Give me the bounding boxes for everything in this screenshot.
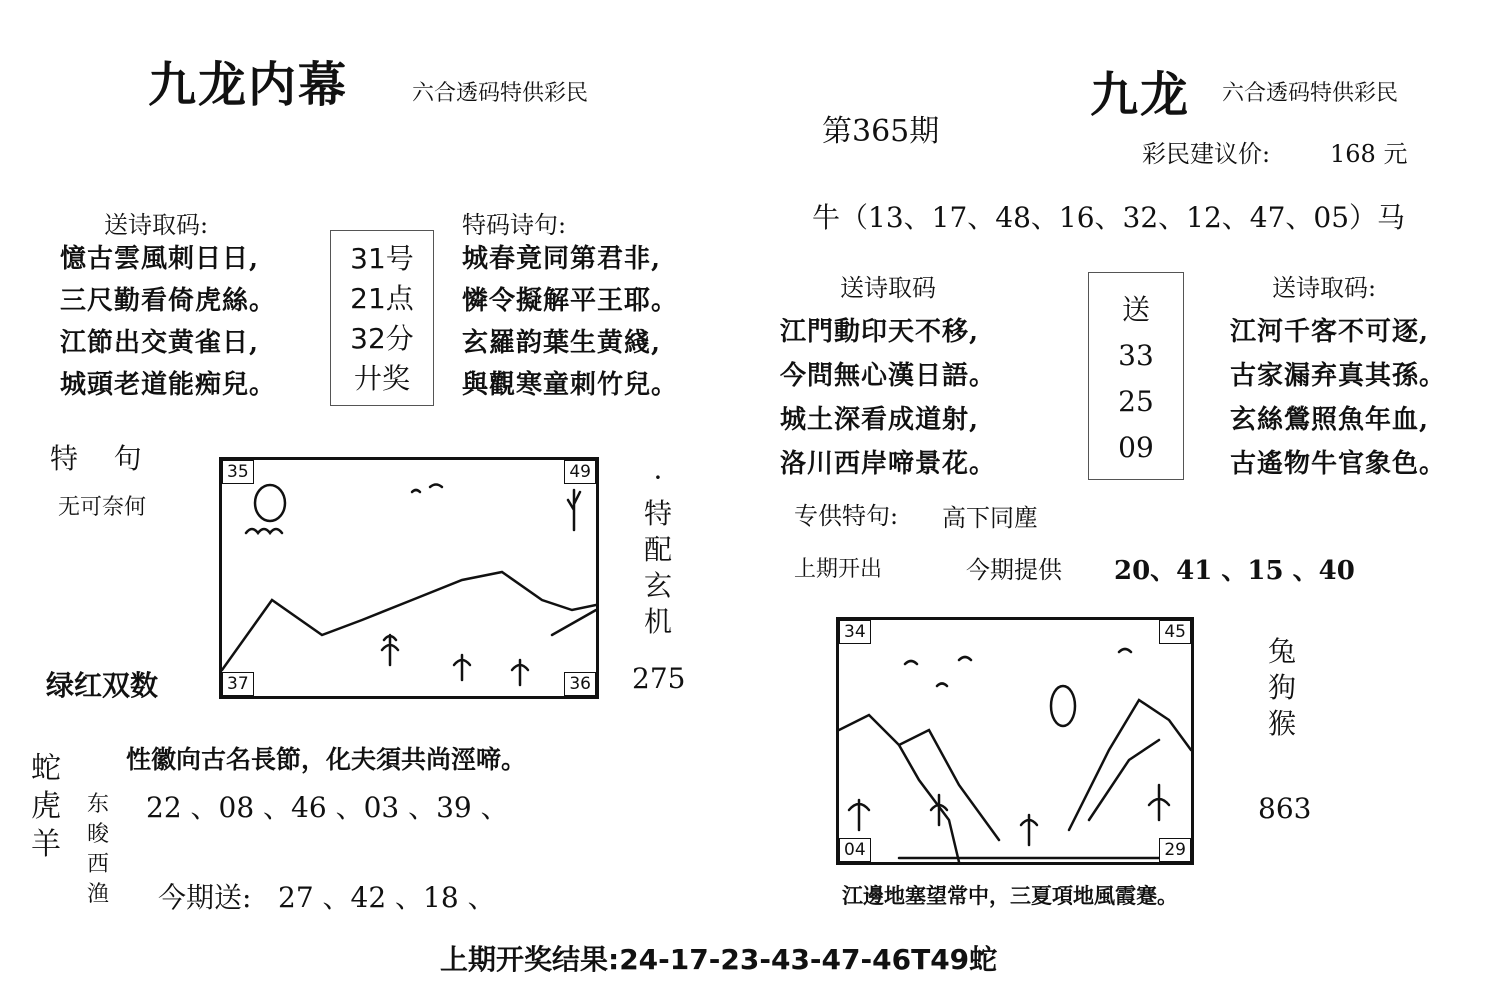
corner-top-left: 35	[222, 460, 254, 484]
right-side-number: 863	[1258, 792, 1312, 825]
mountains-icon	[1069, 700, 1191, 830]
special-phrase: 无可奈何	[58, 495, 147, 520]
poem-line: 與觀寒童刺竹兒。	[462, 370, 679, 400]
corner-top-right: 49	[564, 460, 596, 484]
corner-top-right: 45	[1159, 620, 1191, 644]
vertical-char: 猴	[1267, 707, 1296, 740]
send-box	[1088, 272, 1184, 480]
poem-line: 古家漏弃真其孫。	[1230, 361, 1447, 391]
zodiac-char: 羊	[31, 827, 61, 862]
corner-top-left: 34	[839, 620, 871, 644]
left-poem1	[60, 238, 276, 406]
price-value: 168 元	[1330, 140, 1408, 168]
left-side-number: 275	[632, 662, 686, 695]
plant-icon	[512, 660, 528, 685]
left-subtitle: 六合透码特供彩民	[412, 81, 589, 106]
send-box-line: 25	[1118, 385, 1154, 418]
landscape-drawing	[222, 460, 596, 696]
right-poem1-heading: 送诗取码	[840, 274, 936, 302]
corner-bottom-left: 04	[839, 838, 871, 862]
poem-line: 今問無心漢日語。	[780, 361, 997, 391]
right-poem2-heading: 送诗取码:	[1272, 274, 1377, 302]
left-title: 九龙内幕	[148, 57, 349, 113]
plant-icon	[454, 655, 470, 680]
result-label: 上期开奖结果:	[440, 943, 620, 976]
poem-line: 江河千客不可逐,	[1230, 317, 1430, 347]
direction-char: 晙	[86, 822, 109, 847]
hint-line: 21点	[350, 282, 414, 315]
left-hint-box	[330, 230, 434, 406]
corner-bottom-right: 36	[564, 672, 596, 696]
hint-line: 31号	[350, 242, 414, 275]
result-line	[440, 938, 997, 978]
zodiac-char: 蛇	[31, 751, 61, 786]
last-label: 上期开出	[794, 557, 883, 582]
birds-icon	[412, 485, 442, 493]
direction-char: 东	[86, 792, 109, 817]
vertical-char: 配	[643, 533, 672, 566]
offer-label: 今期提供	[966, 556, 1062, 584]
numbers-line: 22 、08 、46 、03 、39 、	[146, 791, 509, 824]
poem-line: 洛川西岸啼景花。	[780, 449, 997, 479]
plant-icon	[1021, 815, 1037, 845]
vertical-char: 特	[643, 497, 672, 530]
left-poem2-heading: 特码诗句:	[462, 211, 567, 239]
right-title: 九龙	[1090, 67, 1191, 123]
send-numbers: 27 、42 、18 、	[278, 881, 496, 914]
left-landscape-picture	[219, 457, 599, 699]
sun-icon	[255, 485, 285, 521]
direction-vertical	[82, 790, 114, 910]
vertical-char: 狗	[1267, 671, 1296, 704]
poem-line: 江節出交黄雀日,	[60, 328, 260, 358]
direction-char: 渔	[86, 882, 109, 907]
right-landscape-picture	[836, 617, 1194, 865]
price-label: 彩民建议价:	[1142, 140, 1271, 168]
send-label: 今期送:	[158, 881, 252, 914]
ox-horse-line: 牛（13、17、48、16、32、12、47、05）马	[812, 201, 1406, 234]
vertical-char: 机	[643, 605, 672, 638]
mountains-icon	[222, 572, 596, 670]
offer-numbers: 20、41 、15 、40	[1114, 556, 1355, 586]
plant-icon	[849, 800, 869, 830]
special-phrase-label: 特 句	[50, 442, 142, 475]
poem-line: 三尺勤看倚虎絲。	[60, 286, 277, 316]
poem-line: 玄絲鶯照魚年血,	[1230, 405, 1430, 435]
tree-icon	[568, 490, 580, 530]
poem-line: 城頭老道能痴兒。	[60, 370, 277, 400]
right-poem1	[780, 310, 996, 486]
right-subtitle: 六合透码特供彩民	[1222, 81, 1399, 106]
poem-line: 憶古雲風刺日日,	[60, 244, 260, 274]
grass-icon	[246, 529, 282, 533]
send-box-line: 送	[1121, 293, 1150, 326]
vertical-char: 玄	[643, 569, 672, 602]
poem-line: 憐令擬解平王耶。	[462, 286, 679, 316]
color-hint: 绿红双数	[46, 669, 159, 702]
zodiac-char: 虎	[31, 789, 61, 824]
poem-line: 玄羅韵葉生黄綫,	[462, 328, 662, 358]
send-box-line: 09	[1118, 431, 1154, 464]
moon-icon	[1051, 686, 1075, 726]
poem-line: 古遙物牛官象色。	[1230, 449, 1447, 479]
result-value: 24-17-23-43-47-46T49蛇	[619, 943, 998, 976]
poem-line: 江門動印天不移,	[780, 317, 980, 347]
vertical-char: ·	[653, 461, 663, 494]
zodiac-vertical	[28, 750, 64, 864]
left-poem1-heading: 送诗取码:	[104, 211, 209, 239]
left-poem2	[462, 238, 678, 406]
right-poem2	[1230, 310, 1446, 486]
special-value: 高下同塵	[942, 504, 1038, 532]
birds-icon	[905, 649, 1131, 686]
hint-line: 32分	[350, 322, 414, 355]
corner-bottom-right: 29	[1159, 838, 1191, 862]
hint-line: 廾奖	[353, 362, 410, 395]
landscape-drawing	[839, 620, 1191, 862]
poem-line: 城春竟同第君非,	[462, 244, 662, 274]
send-box-line: 33	[1118, 339, 1154, 372]
left-side-vertical	[638, 460, 678, 640]
right-caption: 江邊地塞望常中，三夏項地風霞蹇。	[842, 883, 1178, 908]
special-label: 专供特句:	[794, 502, 899, 530]
corner-bottom-left: 37	[222, 672, 254, 696]
vertical-char: 兔	[1267, 635, 1296, 668]
right-side-vertical	[1262, 634, 1302, 742]
plant-icon	[382, 635, 398, 665]
direction-char: 西	[86, 852, 109, 877]
poem-line: 城土深看成道射,	[780, 405, 980, 435]
left-verse: 性徽向古名長節，化夫須共尚涇啼。	[126, 745, 527, 774]
issue-number: 第365期	[822, 114, 940, 149]
plant-icon	[1149, 785, 1169, 820]
